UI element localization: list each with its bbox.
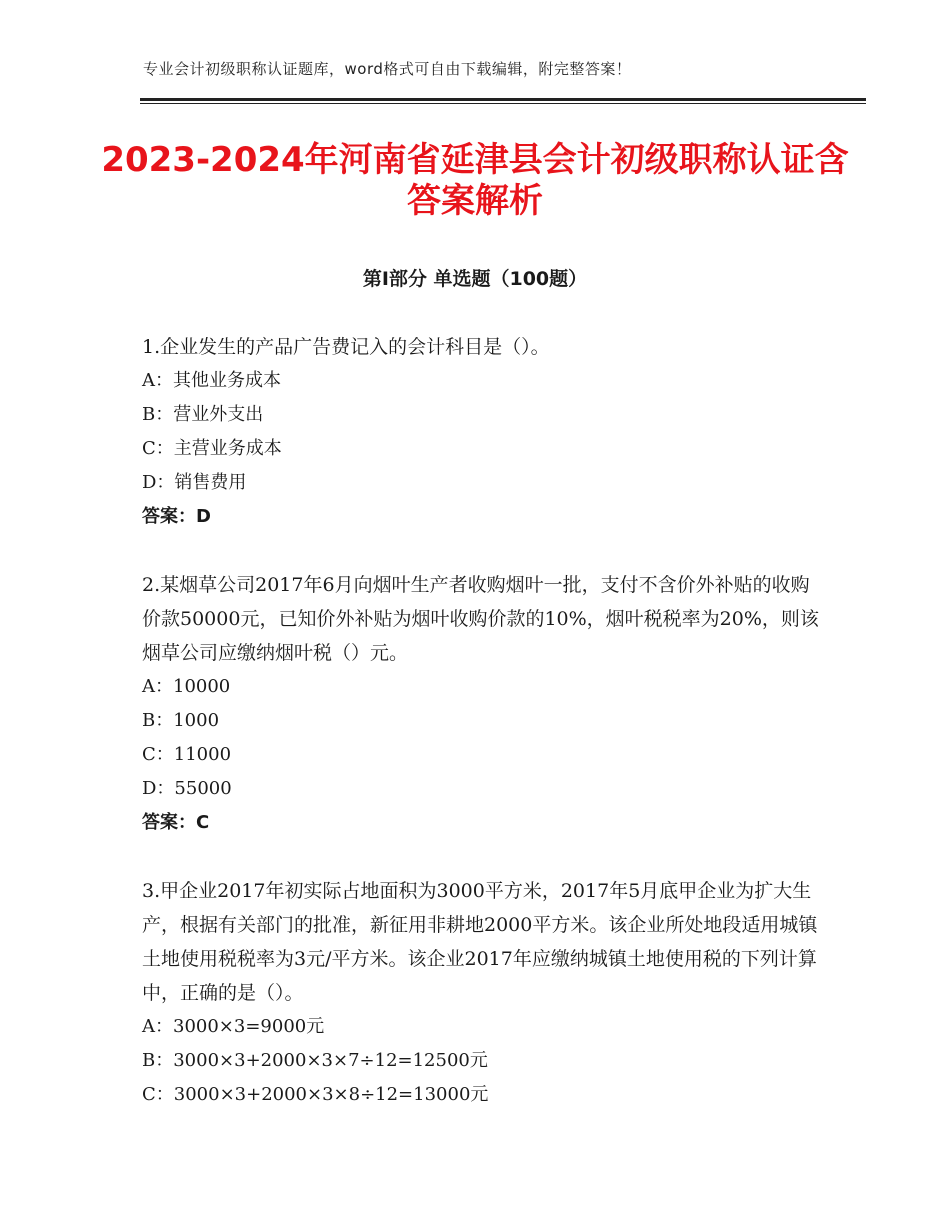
option-a: A：10000	[142, 676, 231, 697]
option-d: D：销售费用	[142, 472, 247, 493]
question-3	[142, 874, 822, 1112]
header-rule-thin	[140, 103, 866, 104]
section-title: 第Ⅰ部分 单选题（100题）	[362, 268, 588, 290]
question-2	[142, 568, 822, 840]
header-rule-thick	[140, 98, 866, 101]
option-b: B：1000	[142, 710, 220, 731]
option-a: A：3000×3=9000元	[142, 1016, 325, 1037]
answer: 答案：C	[142, 812, 210, 833]
document-title: 2023-2024年河南省延津县会计初级职称认证含答案解析	[101, 140, 849, 221]
question-stem: 1.企业发生的产品广告费记入的会计科目是（）。	[142, 336, 550, 358]
question-stem: 3.甲企业2017年初实际占地面积为3000平方米，2017年5月底甲企业为扩大生产，根据有关部门的批准，新征用非耕地2000平方米。该企业所处地段适用城镇土地使用税税率为3元/平方米。该企业2017年应缴纳城镇土地使用税的下列计算中，正确的是（）。	[142, 880, 818, 1004]
answer: 答案：D	[142, 506, 211, 527]
question-1	[142, 330, 822, 534]
option-c: C：主营业务成本	[142, 438, 282, 459]
option-b: B：3000×3+2000×3×7÷12=12500元	[142, 1050, 488, 1071]
header-note: 专业会计初级职称认证题库，word格式可自由下载编辑，附完整答案！	[143, 60, 632, 78]
option-c: C：3000×3+2000×3×8÷12=13000元	[142, 1084, 489, 1105]
option-b: B：营业外支出	[142, 404, 264, 425]
option-c: C：11000	[142, 744, 232, 765]
question-list	[142, 330, 822, 1146]
option-a: A：其他业务成本	[142, 370, 281, 391]
question-stem: 2.某烟草公司2017年6月向烟叶生产者收购烟叶一批，支付不含价外补贴的收购价款50000元，已知价外补贴为烟叶收购价款的10%，烟叶税税率为20%，则该烟草公司应缴纳烟叶税（）元。	[142, 574, 819, 664]
option-d: D：55000	[142, 778, 232, 799]
